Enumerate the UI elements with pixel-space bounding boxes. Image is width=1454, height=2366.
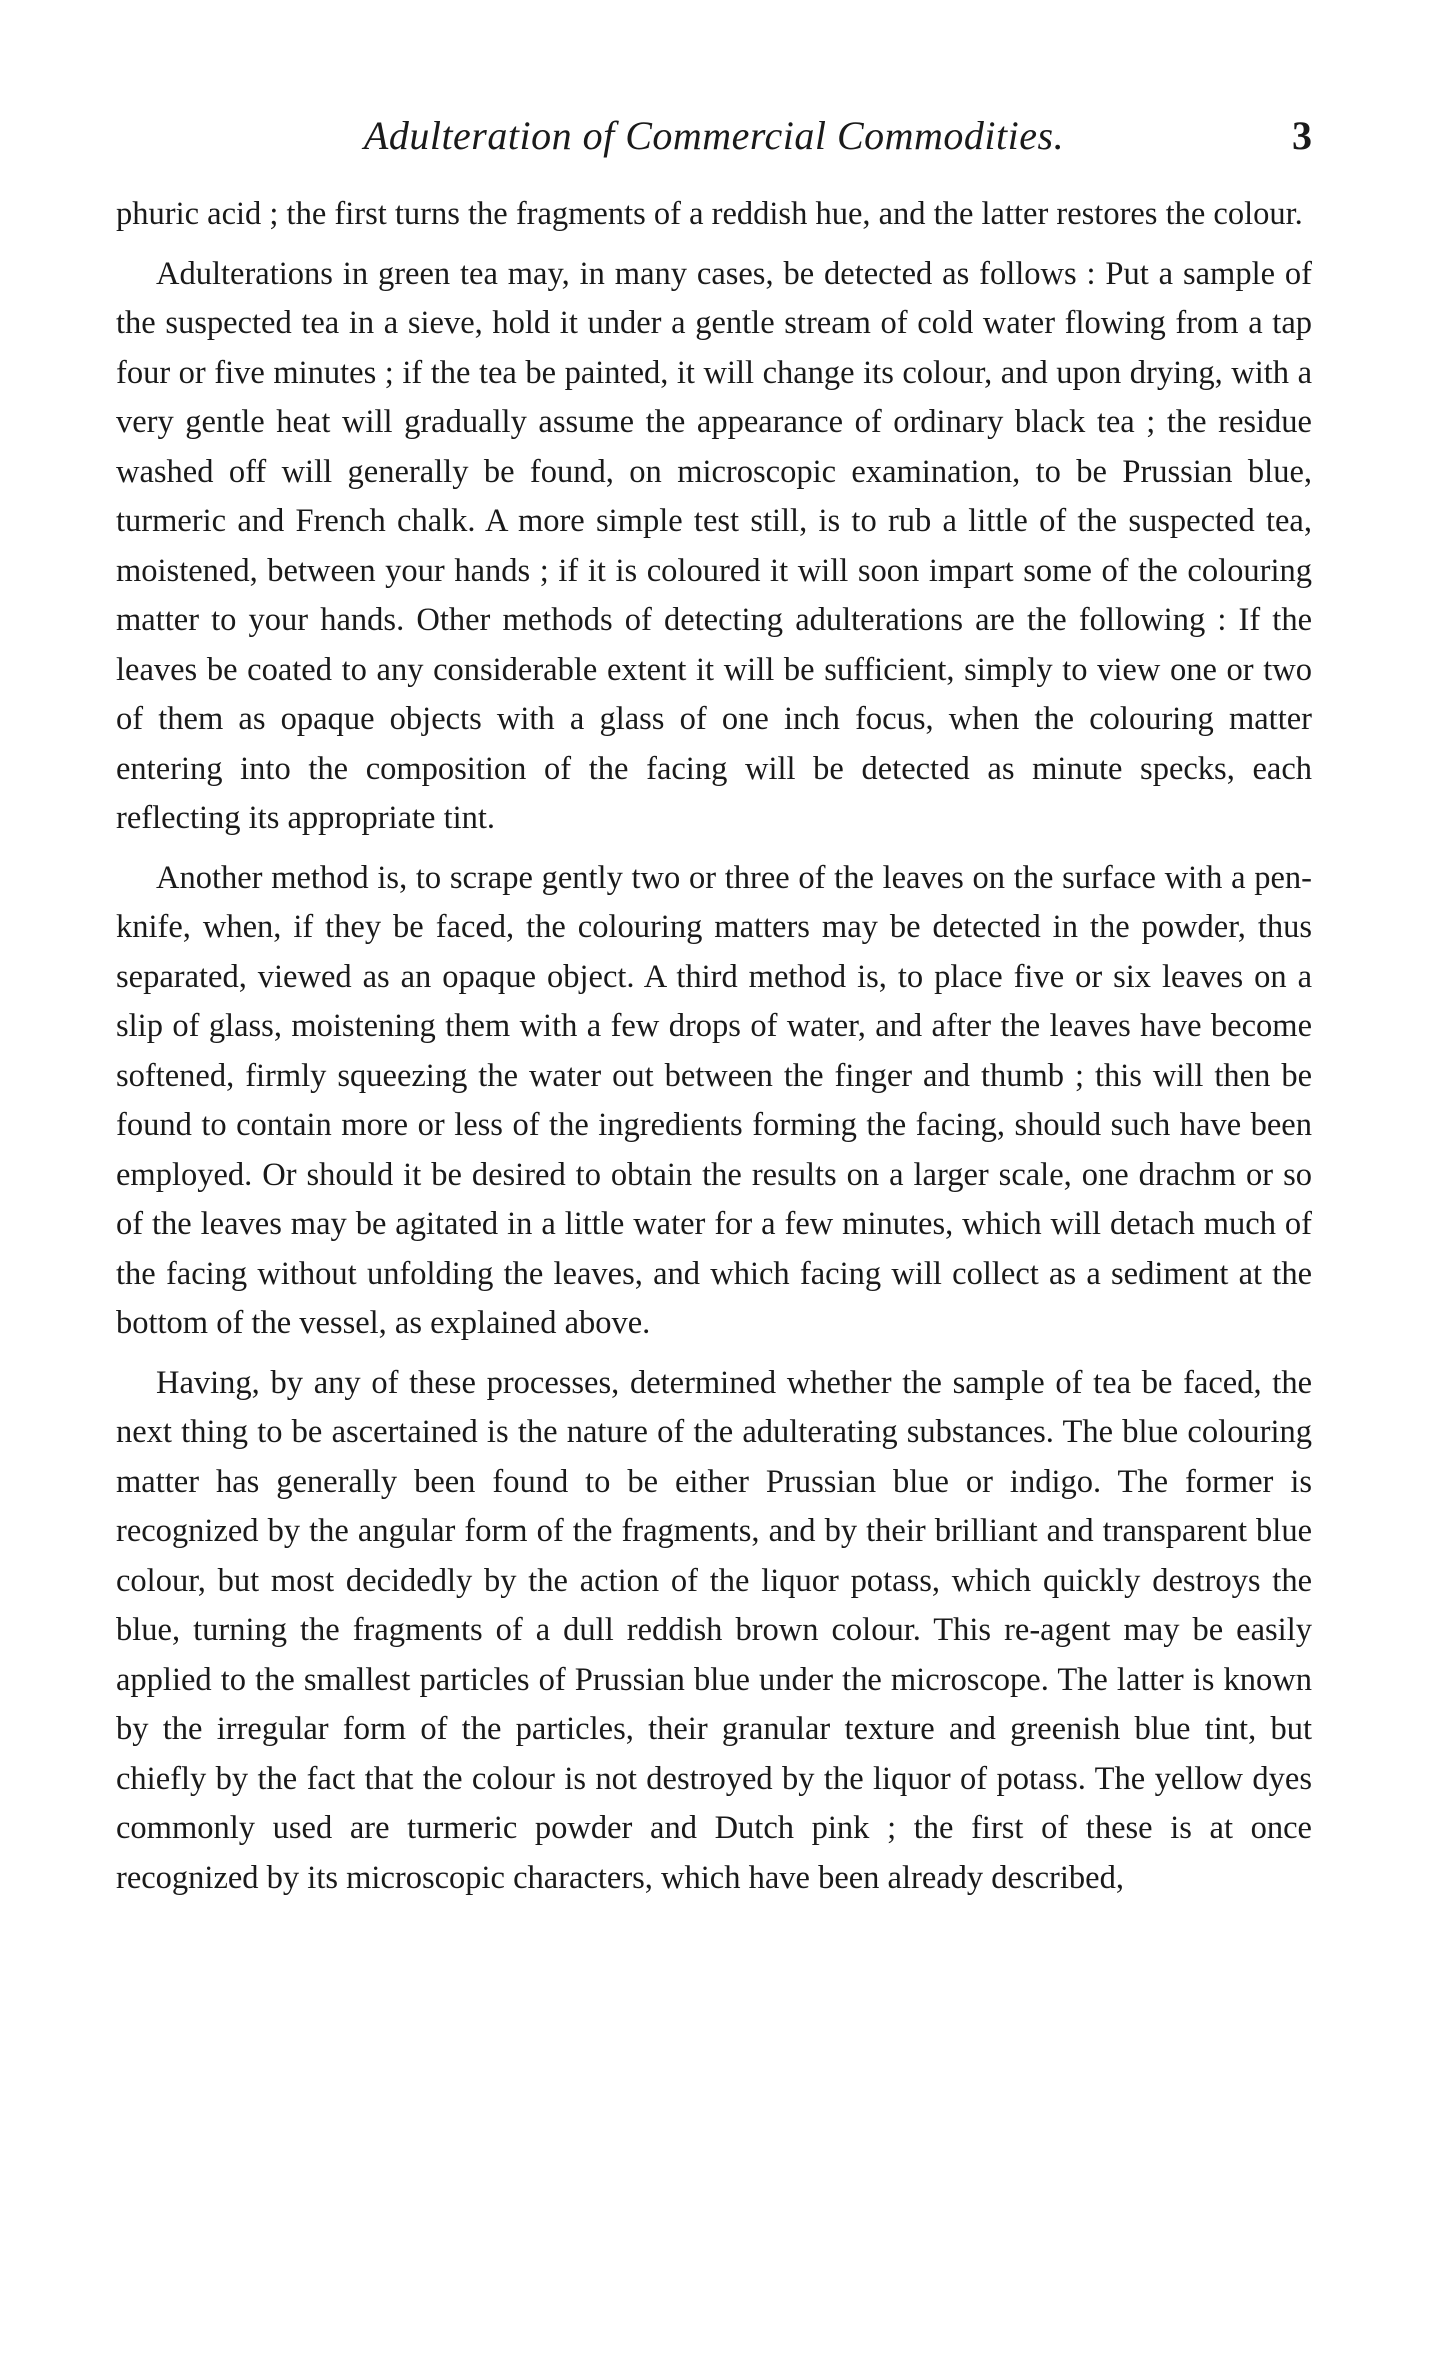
paragraph-continuation: phuric acid ; the first turns the fragments of a reddish hue, and the latter restores the colour.: [116, 196, 1303, 232]
page-number: 3: [1292, 113, 1312, 158]
running-title: Adulteration of Commercial Commodities.: [363, 113, 1065, 158]
page-header: [116, 112, 1312, 172]
paragraph-adulterating-substances: Having, by any of these processes, determined whether the sample of tea be faced, the next thing to be ascertained is the nature of the adulterating substances. The blue colouring matter has generally been found to be either Prussian blue or indigo. The former is recognized by the angular form of the fragments, and by their brilliant and transparent blue colour, but most decidedly by the action of the liquor potass, which quickly destroys the blue, turning the fragments of a dull reddish brown colour. This re-agent may be easily applied to the smallest particles of Prussian blue under the microscope. The latter is known by the irregular form of the particles, their granular texture and greenish blue tint, but chiefly by the fact that the colour is not destroyed by the liquor of potass. The yellow dyes commonly used are turmeric powder and Dutch pink ; the first of these is at once recognized by its microscopic characters, which have been already described,: [116, 1364, 1312, 1896]
body-text: [116, 190, 1312, 1903]
book-page: [116, 112, 1312, 1913]
paragraph-green-tea-detection: Adulterations in green tea may, in many cases, be detected as follows : Put a sample of the suspected tea in a sieve, hold it under a gentle stream of cold water flowing from a tap four or five minutes ; if the tea be painted, it will change its colour, and upon drying, with a very gentle heat will gradually assume the appearance of ordinary black tea ; the residue washed off will generally be found, on microscopic examination, to be Prussian blue, turmeric and French chalk. A more simple test still, is to rub a little of the suspected tea, moistened, between your hands ; if it is coloured it will soon impart some of the colouring matter to your hands. Other methods of detecting adulterations are the following : If the leaves be coated to any considerable extent it will be sufficient, simply to view one or two of them as opaque objects with a glass of one inch focus, when the colouring matter entering into the composition of the facing will be detected as minute specks, each reflecting its appropriate tint.: [116, 255, 1312, 836]
paragraph-scraping-method: Another method is, to scrape gently two or three of the leaves on the surface with a pen-knife, when, if they be faced, the colouring matters may be detected in the powder, thus separated, viewed as an opaque object. A third method is, to place five or six leaves on a slip of glass, moistening them with a few drops of water, and after the leaves have become softened, firmly squeezing the water out between the finger and thumb ; this will then be found to contain more or less of the ingredients forming the facing, should such have been employed. Or should it be desired to obtain the results on a larger scale, one drachm or so of the leaves may be agitated in a little water for a few minutes, which will detach much of the facing without unfolding the leaves, and which facing will collect as a sediment at the bottom of the vessel, as explained above.: [116, 859, 1312, 1341]
